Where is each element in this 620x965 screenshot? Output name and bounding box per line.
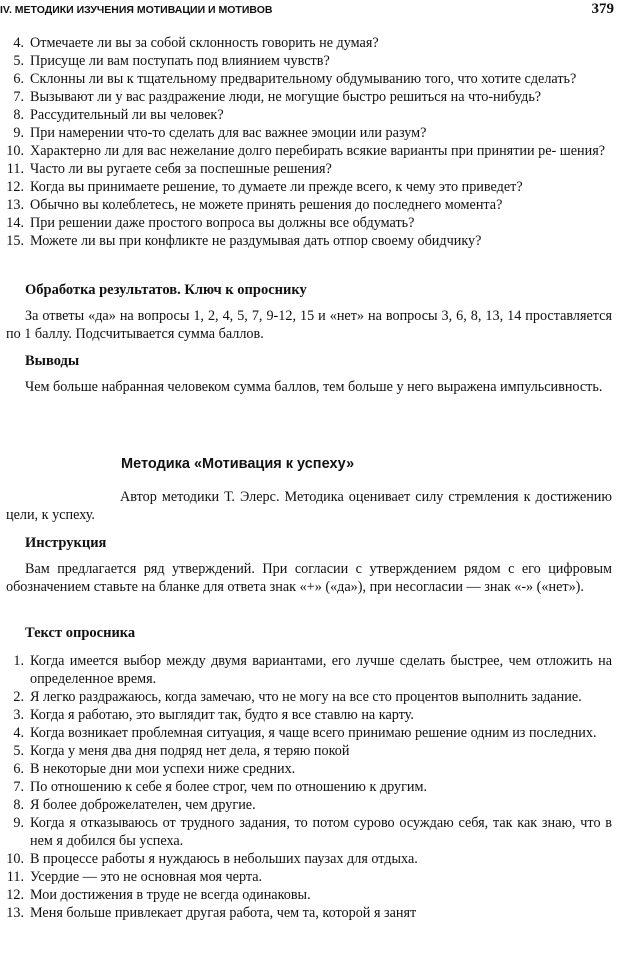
item-number: 12. bbox=[6, 887, 24, 903]
item-text: Можете ли вы при конфликте не раздумывая дать отпор своему обидчику? bbox=[30, 233, 482, 249]
instruction-text: Вам предлагается ряд утверждений. При согласии с утверждением рядом с его цифровым обозначением ставьте на бланке для ответа знак «+» («да»), при несогласии — знак «-» («нет»). bbox=[6, 561, 612, 595]
item-number: 12. bbox=[6, 179, 24, 195]
item-text: Усердие — это не основная моя черта. bbox=[30, 869, 263, 885]
item-text: Характерно ли для вас нежелание долго перебирать всякие варианты при принятии ре- шения? bbox=[30, 143, 606, 159]
item-number: 13. bbox=[6, 197, 24, 213]
list-item bbox=[0, 214, 612, 232]
item-number: 3. bbox=[13, 707, 24, 723]
list-item bbox=[0, 688, 612, 706]
processing-text: За ответы «да» на вопросы 1, 2, 4, 5, 7, 9-12, 15 и «нет» на вопросы 3, 6, 8, 13, 14 проставляется по 1 баллу. Подсчитывается сумма баллов. bbox=[6, 308, 612, 342]
item-text: Отмечаете ли вы за собой склонность говорить не думая? bbox=[30, 35, 379, 51]
list-item bbox=[0, 34, 612, 52]
item-text: Склонны ли вы к тщательному предварительному обдумыванию того, что хотите сделать? bbox=[30, 71, 577, 87]
list-item bbox=[0, 52, 612, 70]
processing-heading: Обработка результатов. Ключ к опроснику bbox=[25, 282, 307, 298]
item-number: 5. bbox=[13, 53, 24, 69]
item-number: 4. bbox=[13, 35, 24, 51]
item-text: По отношению к себе я более строг, чем по отношению к другим. bbox=[30, 779, 428, 795]
item-text: Когда возникает проблемная ситуация, я чаще всего принимаю решение одним из последних. bbox=[30, 725, 597, 741]
method-intro: Автор методики Т. Элерс. Методика оценивает силу стремления к достижению цели, к успеху. bbox=[6, 489, 612, 523]
list-item bbox=[0, 652, 612, 688]
item-number: 10. bbox=[6, 851, 24, 867]
list-item bbox=[0, 814, 612, 850]
item-text: Когда я работаю, это выглядит так, будто я все ставлю на карту. bbox=[30, 707, 414, 723]
list-item bbox=[0, 106, 612, 124]
item-text: Часто ли вы ругаете себя за поспешные решения? bbox=[30, 161, 332, 177]
item-text: При решении даже простого вопроса вы должны все обдумать? bbox=[30, 215, 415, 231]
item-text: Я легко раздражаюсь, когда замечаю, что не могу на все сто процентов выполнить задание. bbox=[30, 689, 582, 705]
list-item bbox=[0, 142, 612, 160]
conclusions-text: Чем больше набранная человеком сумма баллов, тем больше у него выражена импульсивность. bbox=[25, 379, 603, 395]
item-number: 6. bbox=[13, 761, 24, 777]
list-item bbox=[0, 904, 612, 922]
item-text: Когда вы принимаете решение, то думаете ли прежде всего, к чему это приведет? bbox=[30, 179, 523, 195]
item-number: 13. bbox=[6, 905, 24, 921]
item-text: Когда у меня два дня подряд нет дела, я теряю покой bbox=[30, 743, 350, 759]
item-text: Мои достижения в труде не всегда одинаковы. bbox=[30, 887, 311, 903]
item-number: 11. bbox=[6, 869, 24, 885]
list-item bbox=[0, 88, 612, 106]
item-number: 7. bbox=[13, 89, 24, 105]
list-item bbox=[0, 778, 612, 796]
page-number: 379 bbox=[591, 1, 614, 17]
item-text: Когда имеется выбор между двумя вариантами, его лучше сделать быстрее, чем отложить на определенное время. bbox=[30, 653, 612, 687]
item-text: Обычно вы колеблетесь, не можете принять решения до последнего момента? bbox=[30, 197, 503, 213]
item-number: 6. bbox=[13, 71, 24, 87]
item-number: 5. bbox=[13, 743, 24, 759]
item-number: 2. bbox=[13, 689, 24, 705]
item-number: 9. bbox=[13, 125, 24, 141]
item-text: Меня больше привлекает другая работа, чем та, которой я занят bbox=[30, 905, 417, 921]
list-item bbox=[0, 706, 612, 724]
item-text: Присуще ли вам поступать под влиянием чувств? bbox=[30, 53, 330, 69]
item-number: 7. bbox=[13, 779, 24, 795]
item-number: 9. bbox=[13, 815, 24, 831]
list-item bbox=[0, 178, 612, 196]
conclusions-heading: Выводы bbox=[25, 353, 80, 369]
item-number: 10. bbox=[6, 143, 24, 159]
method-title: Методика «Мотивация к успеху» bbox=[121, 456, 355, 472]
list-item bbox=[0, 196, 612, 214]
item-text: В процессе работы я нуждаюсь в небольших паузах для отдыха. bbox=[30, 851, 418, 867]
item-number: 4. bbox=[13, 725, 24, 741]
list-item bbox=[0, 70, 612, 88]
list-item bbox=[0, 124, 612, 142]
item-number: 1. bbox=[13, 653, 24, 669]
questionnaire-2-list bbox=[0, 652, 612, 922]
item-text: Вызывают ли у вас раздражение люди, не могущие быстро решиться на что-нибудь? bbox=[30, 89, 542, 105]
item-number: 8. bbox=[13, 797, 24, 813]
item-text: При намерении что-то сделать для вас важнее эмоции или разум? bbox=[30, 125, 427, 141]
running-head: IV. МЕТОДИКИ ИЗУЧЕНИЯ МОТИВАЦИИ И МОТИВОВ bbox=[0, 4, 273, 16]
item-number: 11. bbox=[6, 161, 24, 177]
list-item bbox=[0, 868, 612, 886]
questionnaire-2-heading: Текст опросника bbox=[25, 625, 136, 641]
list-item bbox=[0, 850, 612, 868]
list-item bbox=[0, 796, 612, 814]
item-number: 8. bbox=[13, 107, 24, 123]
list-item bbox=[0, 742, 612, 760]
item-text: Я более доброжелателен, чем другие. bbox=[30, 797, 256, 813]
list-item bbox=[0, 232, 612, 250]
list-item bbox=[0, 886, 612, 904]
item-number: 15. bbox=[6, 233, 24, 249]
item-text: В некоторые дни мои успехи ниже средних. bbox=[30, 761, 296, 777]
item-text: Рассудительный ли вы человек? bbox=[30, 107, 224, 123]
list-item bbox=[0, 760, 612, 778]
list-item bbox=[0, 160, 612, 178]
instruction-heading: Инструкция bbox=[25, 535, 107, 551]
questionnaire-1-list bbox=[0, 34, 612, 250]
item-text: Когда я отказываюсь от трудного задания, то потом сурово осуждаю себя, так как знаю, что в нем я добился бы успеха. bbox=[30, 815, 612, 849]
list-item bbox=[0, 724, 612, 742]
item-number: 14. bbox=[6, 215, 24, 231]
